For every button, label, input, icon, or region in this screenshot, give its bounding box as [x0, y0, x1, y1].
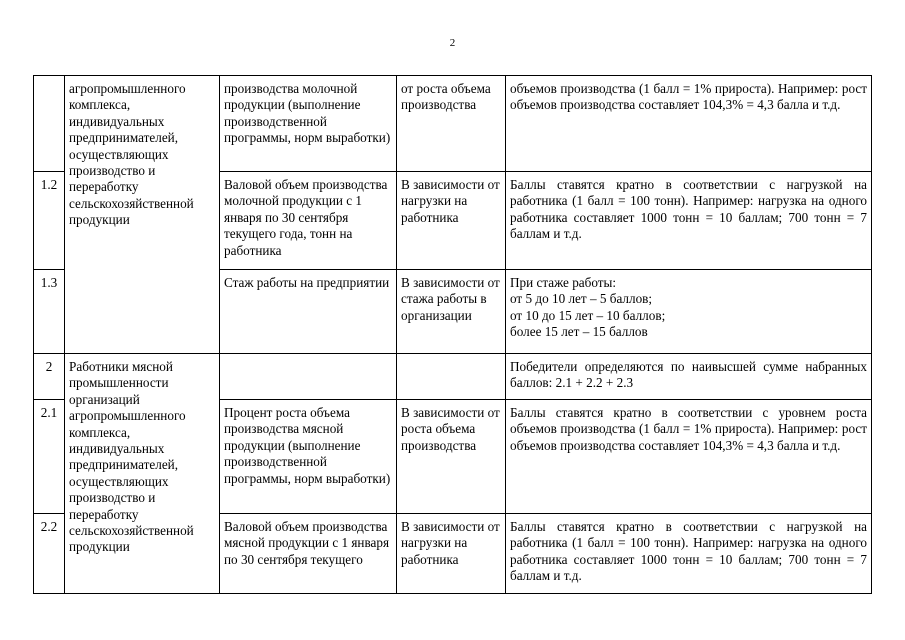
method-cell: В зависимости от стажа работы в организации: [397, 270, 506, 354]
method-cell: В зависимости от роста объема производства: [397, 400, 506, 514]
category-cell: Работники мясной промышленности организаций агропромышленного комплекса, индивидуальных предпринимателей, осуществляющих производство и переработку сельскохозяйственной продукции: [65, 354, 220, 594]
scoring-line: от 10 до 15 лет – 10 баллов;: [510, 307, 666, 323]
indicator-cell: производства молочной продукции (выполнение производственной программы, норм выработки): [220, 76, 397, 172]
row-number: 2.1: [34, 400, 65, 514]
method-cell: [397, 354, 506, 400]
table-row: [34, 354, 872, 400]
method-cell: В зависимости от нагрузки на работника: [397, 514, 506, 594]
indicator-cell: Валовой объем производства мясной продукции с 1 января по 30 сентября текущего: [220, 514, 397, 594]
indicator-cell: Стаж работы на предприятии: [220, 270, 397, 354]
indicator-cell: Процент роста объема производства мясной продукции (выполнение производственной программы, норм выработки): [220, 400, 397, 514]
table-row: [34, 76, 872, 172]
row-number: [34, 76, 65, 172]
scoring-cell: Победители определяются по наивысшей сумме набранных баллов: 2.1 + 2.2 + 2.3: [506, 354, 872, 400]
scoring-cell: [506, 270, 872, 354]
category-cell: агропромышленного комплекса, индивидуальных предпринимателей, осуществляющих производство и переработку сельскохозяйственной продукции: [65, 76, 220, 354]
row-number: 2.2: [34, 514, 65, 594]
scoring-cell: Баллы ставятся кратно в соответствии с нагрузкой на работника (1 балл = 100 тонн). Например: нагрузка на одного работника составляет 1000 тонн = 10 баллам; 700 тонн = 7 баллам и т.д.: [506, 514, 872, 594]
method-cell: от роста объема производства: [397, 76, 506, 172]
row-number: 2: [34, 354, 65, 400]
page-number: 2: [449, 37, 456, 49]
scoring-line: от 5 до 10 лет – 5 баллов;: [510, 291, 653, 307]
indicator-cell: [220, 354, 397, 400]
row-number: 1.2: [34, 172, 65, 270]
row-number: 1.3: [34, 270, 65, 354]
scoring-cell: Баллы ставятся кратно в соответствии с нагрузкой на работника (1 балл = 100 тонн). Например: нагрузка на одного работника составляет 1000 тонн = 10 баллам; 700 тонн = 7 баллам и т.д.: [506, 172, 872, 270]
method-cell: В зависимости от нагрузки на работника: [397, 172, 506, 270]
scoring-line: При стаже работы:: [510, 275, 617, 290]
criteria-table: [33, 75, 872, 594]
scoring-cell: Баллы ставятся кратно в соответствии с уровнем роста объемов производства (1 балл = 1% прироста). Например: рост объемов производства составляет 104,3% = 4,3 балла и т.д.: [506, 400, 872, 514]
scoring-line: более 15 лет – 15 баллов: [510, 324, 648, 340]
scoring-cell: объемов производства (1 балл = 1% прироста). Например: рост объемов производства составляет 104,3% = 4,3 балла и т.д.: [506, 76, 872, 172]
indicator-cell: Валовой объем производства молочной продукции с 1 января по 30 сентября текущего года, тонн на работника: [220, 172, 397, 270]
